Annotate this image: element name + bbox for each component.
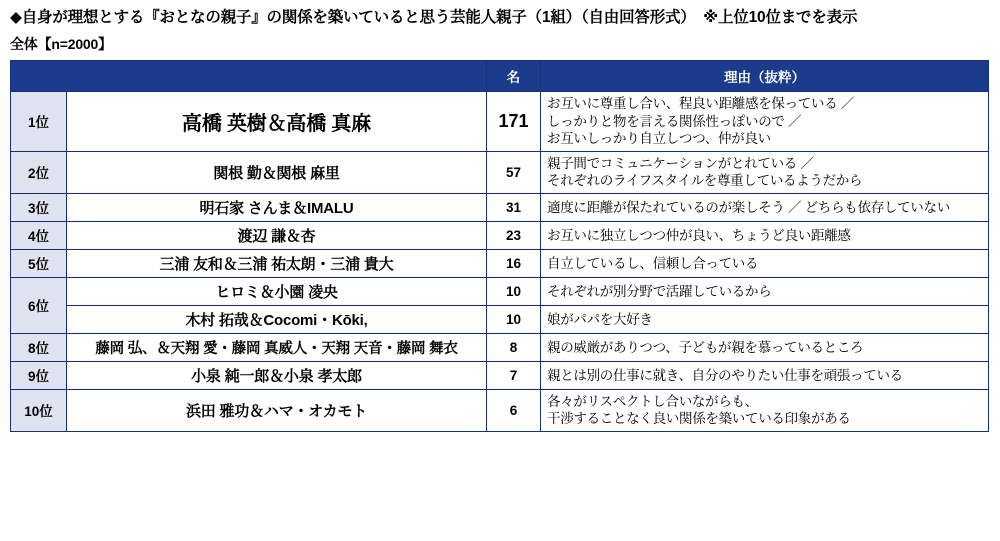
rank-label: 5位	[11, 249, 67, 277]
reason-line: それぞれのライフスタイルを尊重しているようだから	[547, 173, 863, 189]
rank-label: 9位	[11, 361, 67, 389]
reason-text	[541, 389, 989, 431]
reason-line: それぞれが別分野で活躍しているから	[547, 283, 772, 299]
table-row	[11, 305, 989, 333]
ranking-table	[10, 60, 989, 432]
reason-line: お互いに尊重し合い、程良い距離感を保っている ／	[547, 96, 855, 112]
celebrity-pair-name: 木村 拓哉＆Cocomi・Kōki,	[67, 305, 487, 333]
celebrity-pair-name: 藤岡 弘、＆天翔 愛・藤岡 真威人・天翔 天音・藤岡 舞衣	[67, 333, 487, 361]
reason-text	[541, 361, 989, 389]
response-count: 6	[487, 389, 541, 431]
column-header-blank	[11, 61, 487, 92]
reason-line: 親とは別の仕事に就き、自分のやりたい仕事を頑張っている	[547, 367, 903, 383]
rank-label: 10位	[11, 389, 67, 431]
sample-size-label: 全体【n=2000】	[10, 36, 112, 53]
reason-line: お互いしっかり自立しつつ、仲が良い	[547, 131, 771, 147]
celebrity-pair-name: 浜田 雅功＆ハマ・オカモト	[67, 389, 487, 431]
reason-text	[541, 193, 989, 221]
rank-label: 3位	[11, 193, 67, 221]
rank-label: 1位	[11, 92, 67, 152]
reason-line: 各々がリスペクトし合いながらも、	[547, 393, 758, 409]
table-row	[11, 92, 989, 152]
table-row	[11, 249, 989, 277]
celebrity-pair-name: 小泉 純一郎＆小泉 孝太郎	[67, 361, 487, 389]
table-row	[11, 333, 989, 361]
reason-text	[541, 221, 989, 249]
table-header-row	[11, 61, 989, 92]
reason-line: 娘がパパを大好き	[547, 311, 653, 327]
reason-text	[541, 277, 989, 305]
column-header-count: 名	[487, 61, 541, 92]
response-count: 10	[487, 305, 541, 333]
rank-label: 2位	[11, 151, 67, 193]
response-count: 16	[487, 249, 541, 277]
response-count: 8	[487, 333, 541, 361]
reason-line: 適度に距離が保たれているのが楽しそう ／ どちらも依存していない	[547, 199, 950, 215]
response-count: 10	[487, 277, 541, 305]
reason-text	[541, 305, 989, 333]
celebrity-pair-name: 三浦 友和＆三浦 祐太朗・三浦 貴大	[67, 249, 487, 277]
celebrity-pair-name: ヒロミ＆小園 凌央	[67, 277, 487, 305]
reason-text	[541, 151, 989, 193]
rank-label: 6位	[11, 277, 67, 333]
reason-line: お互いに独立しつつ仲が良い、ちょうど良い距離感	[547, 227, 851, 243]
table-row	[11, 389, 989, 431]
reason-line: 自立しているし、信頼し合っている	[547, 255, 759, 271]
rank-label: 8位	[11, 333, 67, 361]
celebrity-pair-name: 明石家 さんま＆IMALU	[67, 193, 487, 221]
column-header-reason: 理由（抜粋）	[541, 61, 989, 92]
table-row	[11, 221, 989, 249]
reason-text	[541, 249, 989, 277]
table-row	[11, 193, 989, 221]
celebrity-pair-name: 渡辺 謙＆杏	[67, 221, 487, 249]
celebrity-pair-name: 高橋 英樹＆高橋 真麻	[67, 92, 487, 152]
response-count: 23	[487, 221, 541, 249]
table-row	[11, 151, 989, 193]
reason-text	[541, 333, 989, 361]
celebrity-pair-name: 関根 勤＆関根 麻里	[67, 151, 487, 193]
response-count: 57	[487, 151, 541, 193]
reason-line: 親子間でコミュニケーションがとれている ／	[547, 155, 814, 171]
table-row	[11, 361, 989, 389]
response-count: 7	[487, 361, 541, 389]
rank-label: 4位	[11, 221, 67, 249]
reason-text	[541, 92, 989, 152]
response-count: 171	[487, 92, 541, 152]
reason-line: 親の威厳がありつつ、子どもが親を慕っているところ	[547, 339, 864, 355]
reason-line: 干渉することなく良い関係を築いている印象がある	[547, 411, 851, 427]
reason-line: しっかりと物を言える関係性っぽいので ／	[547, 113, 802, 129]
page-title: ◆自身が理想とする『おとなの親子』の関係を築いていると思う芸能人親子（1組）（自由回答形式） ※上位10位までを表示	[10, 9, 858, 26]
response-count: 31	[487, 193, 541, 221]
table-row	[11, 277, 989, 305]
